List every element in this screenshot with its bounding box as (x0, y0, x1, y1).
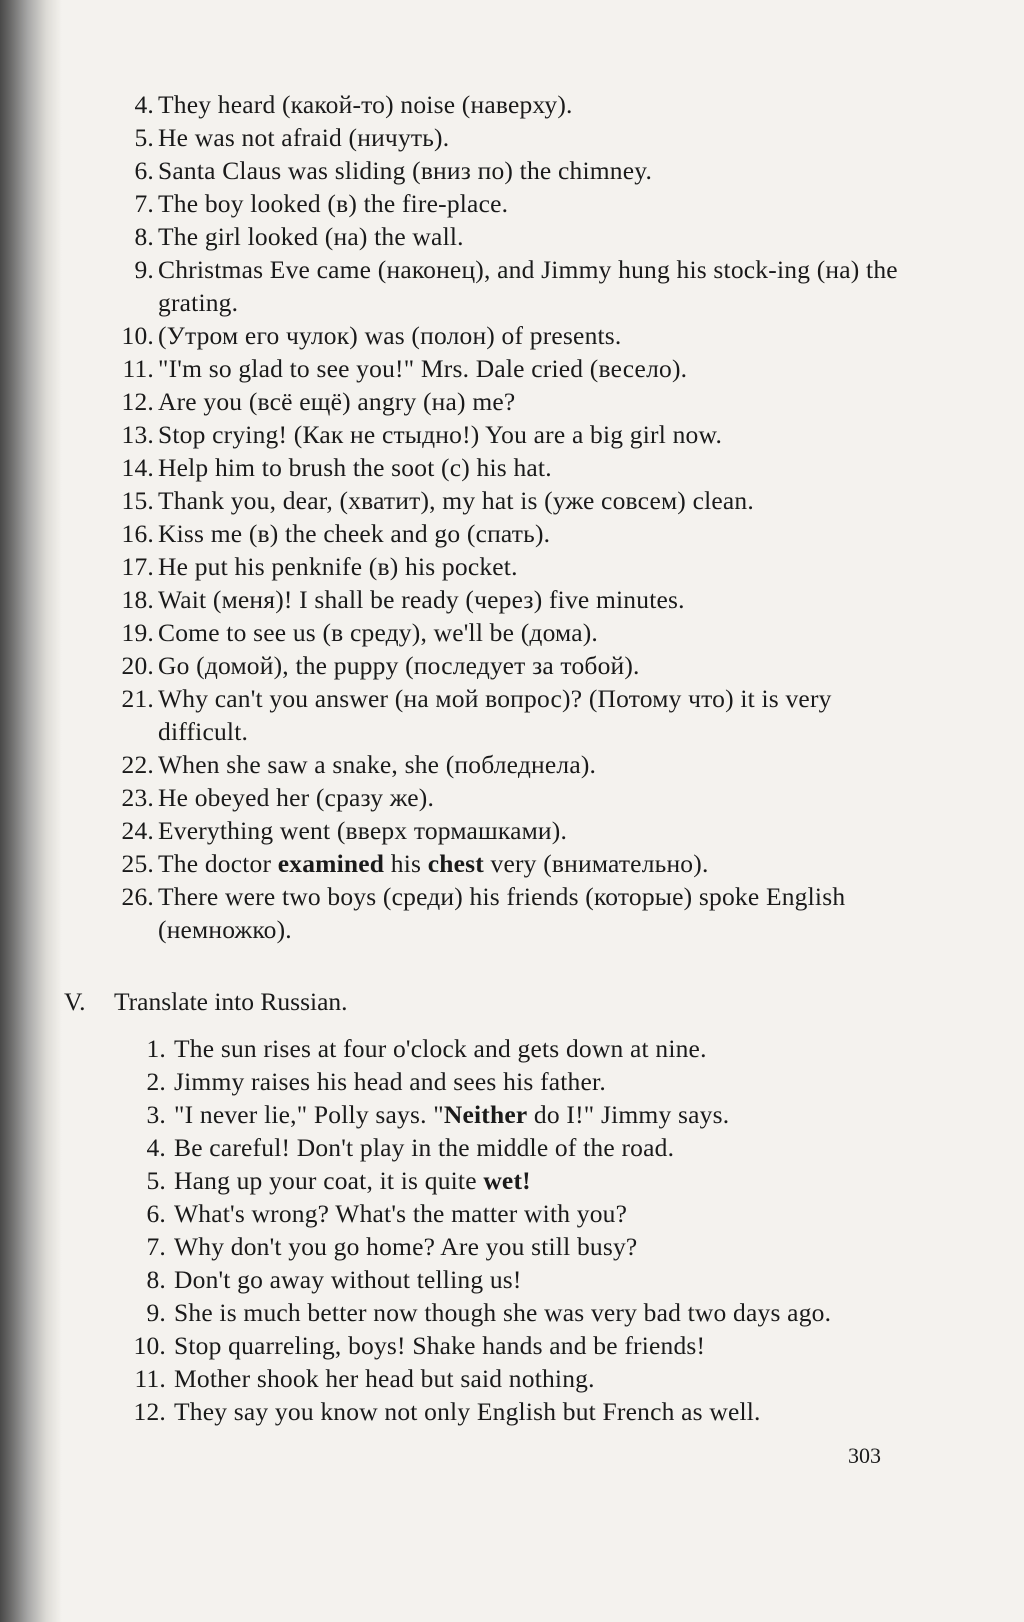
item-text: She is much better now though she was very bad two days ago. (174, 1298, 832, 1327)
section-number: V. (64, 987, 86, 1016)
item-text: Help him to brush the soot (с) his hat. (158, 453, 552, 482)
list-item (120, 1230, 910, 1263)
bold-word: wet! (483, 1166, 531, 1195)
list-item (108, 154, 898, 187)
item-text: The girl looked (на) the wall. (158, 222, 464, 251)
bold-word: chest (427, 849, 484, 878)
item-number: 1. (146, 1034, 166, 1063)
list-item (108, 418, 898, 451)
list-item (120, 1263, 910, 1296)
item-text: The sun rises at four o'clock and gets down at nine. (174, 1034, 707, 1063)
item-text: Why can't you answer (на мой вопрос)? (Потому что) it is very difficult. (158, 684, 832, 746)
item-number: 13. (121, 420, 154, 449)
item-text (108, 847, 898, 880)
list-item (108, 253, 898, 319)
list-item (120, 1296, 910, 1329)
item-text: Jimmy raises his head and sees his father. (174, 1067, 606, 1096)
item-text: What's wrong? What's the matter with you? (174, 1199, 628, 1228)
item-number: 26. (121, 882, 154, 911)
item-number: 6. (146, 1199, 166, 1228)
item-text: Go (домой), the puppy (последует за тобой). (158, 651, 640, 680)
item-number: 22. (121, 750, 154, 779)
list-item (108, 814, 898, 847)
text-segment: Hang up your coat, it is quite (174, 1166, 484, 1195)
item-text: Wait (меня)! I shall be ready (через) five minutes. (158, 585, 685, 614)
item-text: Stop crying! (Как не стыдно!) You are a big girl now. (158, 420, 723, 449)
item-number: 18. (121, 585, 154, 614)
item-number: 2. (146, 1067, 166, 1096)
item-number: 12. (121, 387, 154, 416)
item-number: 9. (134, 255, 154, 284)
list-item (120, 1065, 910, 1098)
item-text: The boy looked (в) the fire-place. (158, 189, 509, 218)
item-text: There were two boys (среди) his friends (которые) spoke English (немножко). (158, 882, 846, 944)
item-number: 5. (146, 1166, 166, 1195)
item-number: 10. (133, 1331, 166, 1360)
item-number: 4. (146, 1133, 166, 1162)
text-segment: his (384, 849, 428, 878)
item-text: Come to see us (в среду), we'll be (дома). (158, 618, 598, 647)
item-text: They say you know not only English but French as well. (174, 1397, 761, 1426)
item-number: 12. (133, 1397, 166, 1426)
item-text: When she saw a snake, she (побледнела). (158, 750, 597, 779)
item-number: 3. (146, 1100, 166, 1129)
list-item (108, 220, 898, 253)
item-text: Be careful! Don't play in the middle of the road. (174, 1133, 675, 1162)
list-item (108, 616, 898, 649)
item-number: 16. (121, 519, 154, 548)
item-text: "I'm so glad to see you!" Mrs. Dale cried (весело). (158, 354, 688, 383)
list-item (108, 319, 898, 352)
item-number: 7. (146, 1232, 166, 1261)
list-item (108, 682, 898, 748)
item-text: Don't go away without telling us! (174, 1265, 522, 1294)
item-number: 20. (121, 651, 154, 680)
item-number: 11. (122, 354, 154, 383)
list-item (120, 1395, 910, 1428)
item-number: 23. (121, 783, 154, 812)
item-number: 11. (134, 1364, 166, 1393)
item-text: Stop quarreling, boys! Shake hands and be friends! (174, 1331, 706, 1360)
list-item (108, 88, 898, 121)
bold-word: examined (277, 849, 385, 878)
list-item (108, 583, 898, 616)
item-number: 10. (121, 321, 154, 350)
item-text: He put his penknife (в) his pocket. (158, 552, 518, 581)
list-item (108, 517, 898, 550)
page-number: 303 (848, 1443, 881, 1468)
list-item (108, 385, 898, 418)
text-segment: do I!" Jimmy says. (527, 1100, 730, 1129)
section-heading (64, 985, 348, 1018)
list-item (120, 1164, 910, 1197)
list-item (120, 1329, 910, 1362)
item-number: 14. (121, 453, 154, 482)
exercise-iv-list (108, 88, 898, 946)
item-number: 17. (121, 552, 154, 581)
item-text: He obeyed her (сразу же). (158, 783, 435, 812)
list-item (108, 451, 898, 484)
section-title: Translate into Russian. (114, 987, 348, 1016)
list-item (108, 352, 898, 385)
text-segment: "I never lie," Polly says. " (174, 1100, 444, 1129)
list-item (108, 748, 898, 781)
list-item (108, 187, 898, 220)
exercise-v-list (120, 1032, 910, 1428)
item-number: 6. (134, 156, 154, 185)
item-text (120, 1164, 910, 1197)
item-text: Santa Claus was sliding (вниз по) the chimney. (158, 156, 653, 185)
item-text: They heard (какой-то) noise (наверху). (158, 90, 573, 119)
item-text: Christmas Eve came (наконец), and Jimmy hung his stock-ing (на) the grating. (158, 255, 898, 317)
item-text: Thank you, dear, (хватит), my hat is (уже совсем) clean. (158, 486, 754, 515)
item-number: 25. (121, 849, 154, 878)
item-text: Everything went (вверх тормашками). (158, 816, 568, 845)
item-number: 4. (134, 90, 154, 119)
list-item (120, 1098, 910, 1131)
list-item (108, 484, 898, 517)
item-number: 8. (134, 222, 154, 251)
list-item (120, 1131, 910, 1164)
text-segment: very (внимательно). (483, 849, 709, 878)
item-text: He was not afraid (ничуть). (158, 123, 450, 152)
item-text: Are you (всё ещё) angry (на) me? (158, 387, 516, 416)
item-number: 24. (121, 816, 154, 845)
item-number: 19. (121, 618, 154, 647)
item-number: 15. (121, 486, 154, 515)
list-item (108, 781, 898, 814)
item-number: 5. (134, 123, 154, 152)
list-item (108, 880, 898, 946)
list-item (108, 847, 898, 880)
item-text: Mother shook her head but said nothing. (174, 1364, 595, 1393)
list-item (108, 121, 898, 154)
list-item (108, 550, 898, 583)
list-item (108, 649, 898, 682)
text-segment: The doctor (158, 849, 278, 878)
item-text: Kiss me (в) the cheek and go (спать). (158, 519, 551, 548)
item-number: 7. (134, 189, 154, 218)
list-item (120, 1032, 910, 1065)
item-text: (Утром его чулок) was (полон) of presents. (158, 321, 622, 350)
item-number: 21. (121, 684, 154, 713)
list-item (120, 1197, 910, 1230)
item-text: Why don't you go home? Are you still busy? (174, 1232, 638, 1261)
item-number: 8. (146, 1265, 166, 1294)
bold-word: Neither (443, 1100, 528, 1129)
item-text (120, 1098, 910, 1131)
list-item (120, 1362, 910, 1395)
item-number: 9. (146, 1298, 166, 1327)
